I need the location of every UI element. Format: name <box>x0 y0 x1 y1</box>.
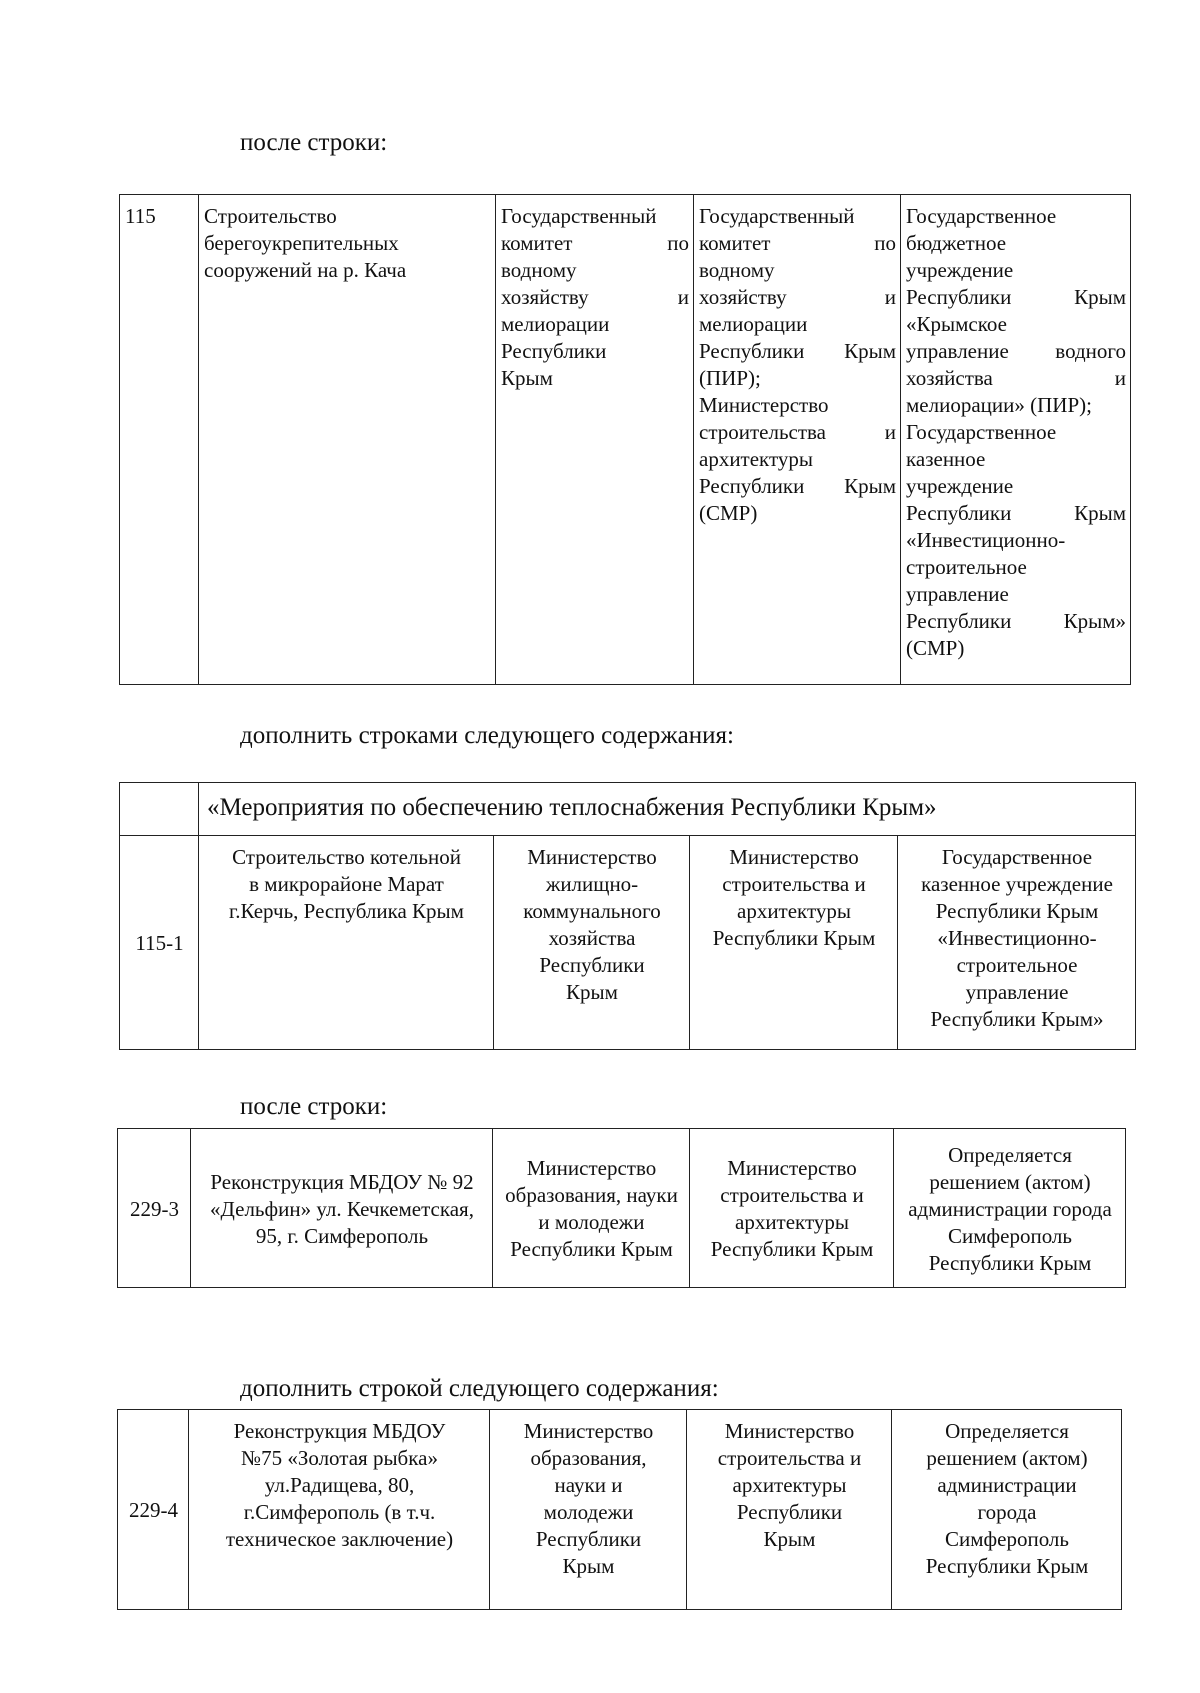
text-line: строительное <box>906 555 1027 579</box>
text-line: учреждение <box>906 474 1014 498</box>
text-line: администрации <box>937 1473 1077 1497</box>
text-line: Министерство <box>699 393 829 417</box>
text-line: Министерство <box>727 1156 857 1180</box>
object-name <box>191 1129 493 1288</box>
text-line: Министерство <box>527 845 657 869</box>
object-name <box>189 1410 490 1610</box>
text-line: строительства и <box>722 872 866 896</box>
section-title: «Мероприятия по обеспечению теплоснабжения Республики Крым» <box>199 783 1136 836</box>
customer-cell <box>490 1410 687 1610</box>
text-line: Определяется <box>945 1419 1069 1443</box>
customer-cell <box>493 1129 690 1288</box>
text-line: Министерство <box>523 1419 654 1443</box>
text-line: хозяйству и <box>699 285 896 309</box>
text-line: казенное учреждение <box>921 872 1113 896</box>
text-line: комитет по <box>501 231 689 255</box>
text-line: комитет по <box>699 231 896 255</box>
text-line: администрации города <box>908 1196 1112 1221</box>
text-line: Республики Крым» <box>906 609 1126 633</box>
text-line: в микрорайоне Марат <box>249 872 444 896</box>
row-number: 115-1 <box>120 836 199 1050</box>
text-line: Министерство <box>729 845 859 869</box>
text-line: Крым <box>562 1554 615 1578</box>
text-line: (СМР) <box>699 501 758 525</box>
builder-cell <box>898 836 1136 1050</box>
text-line: решением (актом) <box>926 1446 1088 1470</box>
text-line: решением (актом) <box>929 1169 1091 1194</box>
text-line: Республики <box>736 1500 843 1524</box>
text-line: г.Керчь, Республика Крым <box>229 899 464 923</box>
text-line: строительства и <box>720 1183 864 1207</box>
text-line: казенное <box>906 447 986 471</box>
text-line: хозяйства и <box>906 366 1126 390</box>
text-line: Министерство <box>526 1156 657 1180</box>
builder-cell <box>901 195 1131 685</box>
text-line: Республики Крым <box>699 339 896 363</box>
text-line: Реконструкция МБДОУ № 92 <box>210 1169 474 1194</box>
object-name: Строительство берегоукрепительных сооружений на р. Кача <box>199 195 496 685</box>
text-line: мелиорации <box>501 312 610 336</box>
text-line: техническое заключение) <box>225 1527 454 1551</box>
text-line: хозяйству и <box>501 285 689 309</box>
executor-cell <box>694 195 901 685</box>
text-line: молодежи <box>543 1500 634 1524</box>
text-line: архитектуры <box>735 1210 849 1234</box>
heading-after-row-2: после строки: <box>240 1093 388 1120</box>
executor-cell <box>690 1129 894 1288</box>
text-line: 95, г. Симферополь <box>255 1223 429 1248</box>
text-line: Симферополь <box>945 1527 1069 1551</box>
text-line: управление <box>965 980 1069 1004</box>
text-line: жилищно- <box>545 872 639 896</box>
text-line: Республики Крым <box>906 501 1126 525</box>
text-line: мелиорации <box>699 312 808 336</box>
builder-cell <box>892 1410 1122 1610</box>
text-line: Республики <box>539 953 645 977</box>
object-name <box>199 836 494 1050</box>
text-line: Республики Крым <box>710 1237 874 1261</box>
text-line: архитектуры <box>732 1473 847 1497</box>
text-line: водному <box>699 258 775 282</box>
text-line: Республики Крым <box>928 1250 1092 1275</box>
text-line: строительное <box>956 953 1078 977</box>
text-line: Реконструкция МБДОУ <box>233 1419 446 1443</box>
text-line: «Инвестиционно- <box>906 528 1066 552</box>
text-line: Министерство <box>724 1419 855 1443</box>
text-line: Крым <box>566 980 618 1004</box>
text-line: «Инвестиционно- <box>937 926 1097 950</box>
text-line: управление водного <box>906 339 1126 363</box>
text-line: Государственное <box>906 204 1057 228</box>
text-line: хозяйства <box>548 926 636 950</box>
text-line: Республики <box>535 1527 642 1551</box>
text-line: Государственное <box>941 845 1093 869</box>
text-line: Определяется <box>948 1142 1072 1167</box>
text-line: и молодежи <box>538 1210 645 1234</box>
text-line: образования, <box>530 1446 647 1470</box>
text-line: учреждение <box>906 258 1014 282</box>
table-row-115-1 <box>119 782 1136 1050</box>
text-line: Строительство котельной <box>232 845 461 869</box>
text-line: мелиорации» (ПИР); <box>906 393 1092 417</box>
table-row-115 <box>119 194 1131 685</box>
text-line: Республики Крым <box>712 926 876 950</box>
text-line: (ПИР); <box>699 366 761 390</box>
text-line: №75 «Золотая рыбка» <box>241 1446 438 1470</box>
text-line: водному <box>501 258 577 282</box>
heading-add-rows: дополнить строками следующего содержания: <box>240 722 734 749</box>
text-line: Республики Крым <box>699 474 896 498</box>
text-line: коммунального <box>523 899 661 923</box>
heading-add-row: дополнить строкой следующего содержания: <box>240 1375 719 1402</box>
builder-cell <box>894 1129 1126 1288</box>
text-line: «Дельфин» ул. Кечкеметская, <box>210 1196 474 1221</box>
text-line: образования, науки <box>505 1183 678 1207</box>
text-line: ул.Радищева, 80, <box>264 1473 415 1497</box>
row-number: 229-4 <box>118 1410 189 1610</box>
text-line: г.Симферополь (в т.ч. <box>243 1500 436 1524</box>
text-line: Симферополь <box>948 1223 1072 1248</box>
customer-cell <box>494 836 690 1050</box>
text-line: Республики Крым <box>510 1237 673 1261</box>
executor-cell <box>690 836 898 1050</box>
text-line: «Крымское <box>906 312 1007 336</box>
text-line: Республики Крым <box>906 285 1126 309</box>
text-line: города <box>977 1500 1037 1524</box>
text-line: Государственное <box>906 420 1057 444</box>
customer-cell <box>496 195 694 685</box>
text-line: Государственный <box>501 204 657 228</box>
text-line: Крым <box>763 1527 816 1551</box>
text-line: архитектуры <box>699 447 813 471</box>
text-line: бюджетное <box>906 231 1007 255</box>
heading-after-row: после строки: <box>240 129 388 156</box>
text-line: строительства и <box>699 420 896 444</box>
table-row-229-4 <box>117 1409 1122 1610</box>
text-line: строительства и <box>717 1446 862 1470</box>
row-number: 115 <box>120 195 199 685</box>
executor-cell <box>687 1410 892 1610</box>
text-line: Республики <box>501 339 607 363</box>
row-number: 229-3 <box>118 1129 191 1288</box>
text-line: Республики Крым» <box>930 1007 1104 1031</box>
text-line: Республики Крым <box>925 1554 1089 1578</box>
text-line: (СМР) <box>906 636 965 660</box>
text-line: Крым <box>501 366 553 390</box>
text-line: науки и <box>554 1473 623 1497</box>
table-row-229-3 <box>117 1128 1126 1288</box>
text-line: Государственный <box>699 204 855 228</box>
text-line: Республики Крым <box>935 899 1099 923</box>
text-line: управление <box>906 582 1009 606</box>
text-line: архитектуры <box>737 899 851 923</box>
empty-cell <box>120 783 199 836</box>
